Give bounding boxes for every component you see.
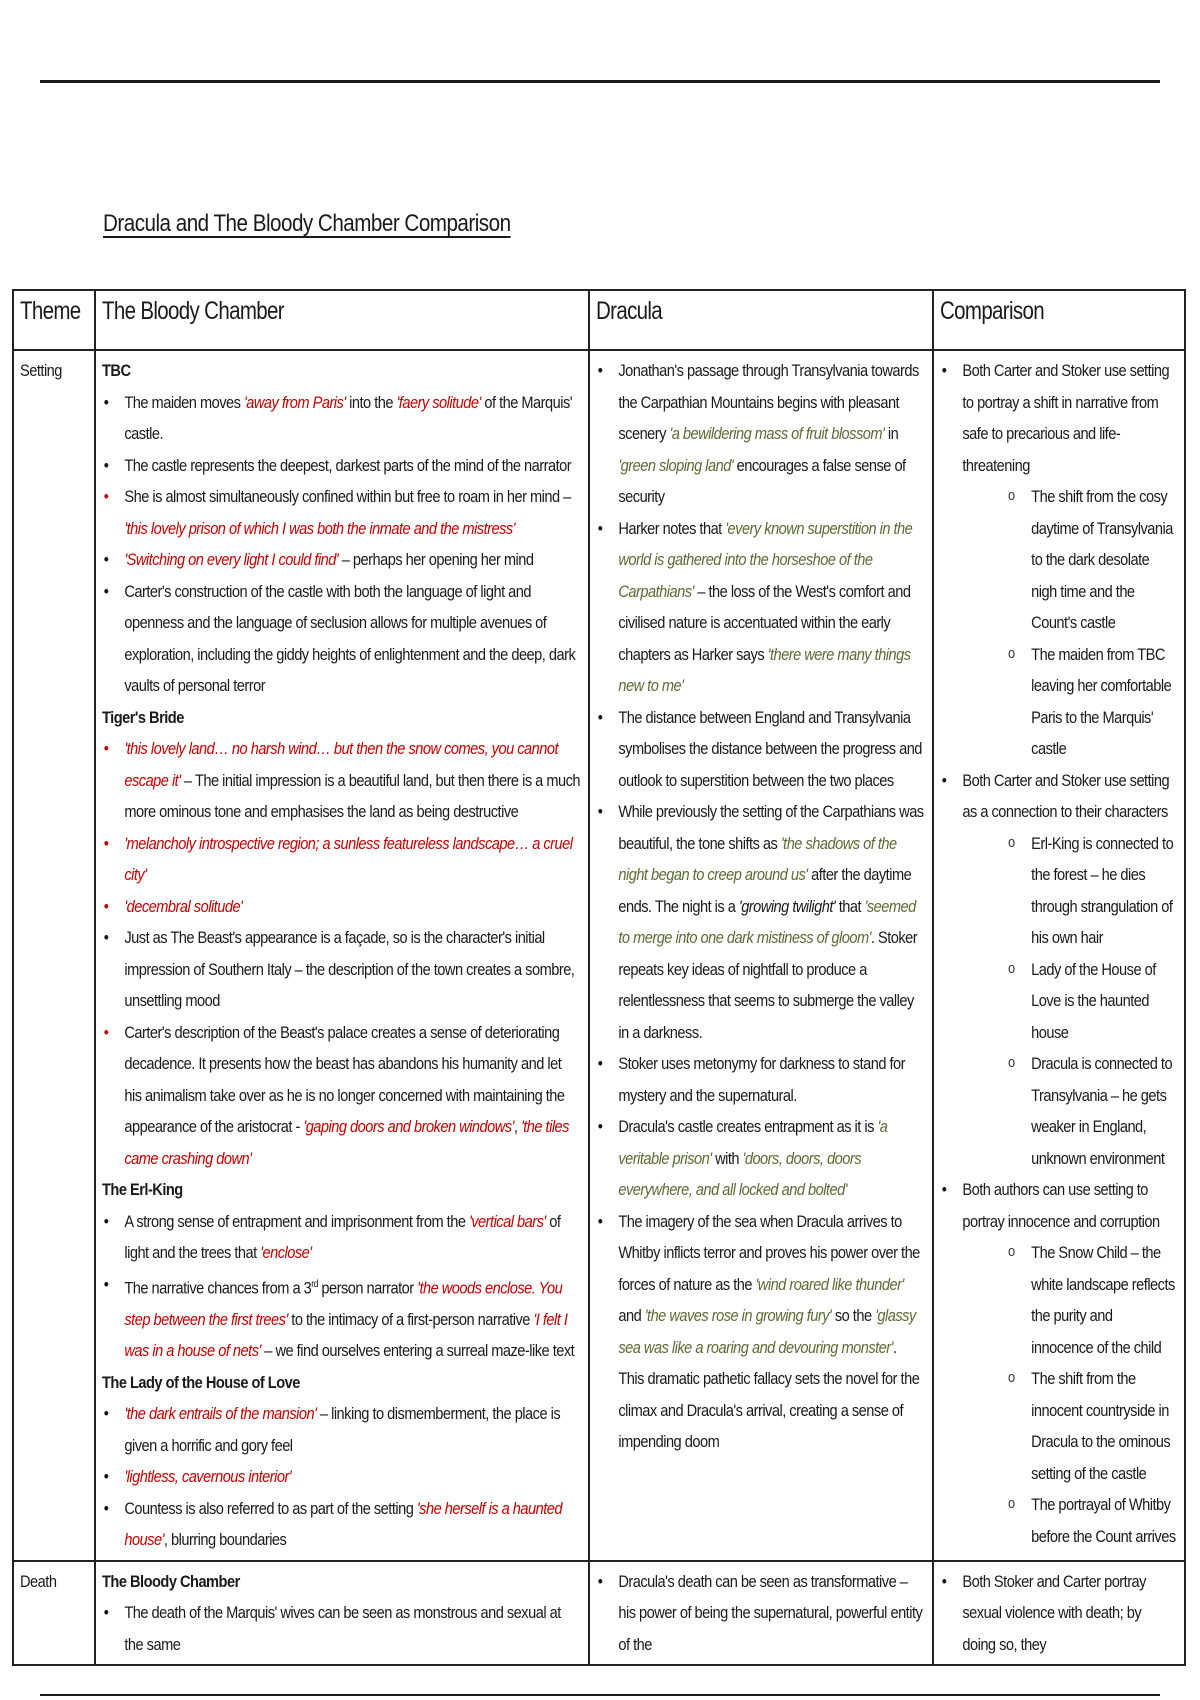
list-item: • Jonathan's passage through Transylvania towards the Carpathian Mountains begins with pleasant scenery 'a bewildering mass of fruit blossom' in 'green sloping land' encourages a false sense of security [596,355,925,513]
list-item: • A strong sense of entrapment and imprisonment from the 'vertical bars' of light and the trees that 'enclose' [102,1206,581,1269]
document-title: Dracula and The Bloody Chamber Comparison [103,210,511,237]
comparison-table [12,289,1186,1666]
list-item: • Both Carter and Stoker use setting as a connection to their characters o Erl-King is connected to the forest – he dies through strangulation of his own hair o Lady of the House of Love is the haunted house o Dracula is connected to Transylvania – he gets weaker in England, unknown environment [940,765,1177,1175]
list-item: • Stoker uses metonymy for darkness to stand for mystery and the supernatural. [596,1048,925,1111]
list-item: • 'decembral solitude' [102,891,581,923]
list-item: • 'the dark entrails of the mansion' – linking to dismemberment, the place is given a horrific and gory feel [102,1398,581,1461]
death-row [13,1561,1185,1666]
subheading-erl-king: The Erl-King [102,1180,183,1199]
list-item: • The death of the Marquis' wives can be seen as monstrous and sexual at the same [102,1597,581,1660]
list-item: • Harker notes that 'every known superstition in the world is gathered into the horseshoe of the Carpathians' – the loss of the West's comfort and civilised nature is accentuated within the early chapters as Harker says 'there were many things new to me' [596,513,925,702]
list-item: • The imagery of the sea when Dracula arrives to Whitby inflicts terror and proves his power over the forces of nature as the 'wind roared like thunder' and 'the waves rose in growing fury' so the 'glassy sea was like a roaring and devouring monster'. This dramatic pathetic fallacy sets the novel for the climax and Dracula's arrival, creating a sense of impending doom [596,1206,925,1458]
list-item: • The narrative chances from a 3rd person narrator 'the woods enclose. You step between the first trees' to the intimacy of a first-person narrative 'I felt I was in a house of nets' – we find ourselves entering a surreal maze-like text [102,1269,581,1367]
list-item: • The distance between England and Transylvania symbolises the distance between the progress and outlook to superstition between the two places [596,702,925,797]
list-item: • Both authors can use setting to portray innocence and corruption o The Snow Child – the white landscape reflects the purity and innocence of the child o The shift from the innocent countryside in Dracula to the ominous setting of the castle o The portrayal of Whitby before the Count arrives [940,1174,1177,1552]
sub-list-item: o The shift from the cosy daytime of Transylvania to the dark desolate nigh time and the Count's castle [988,481,1177,639]
list-item: • While previously the setting of the Carpathians was beautiful, the tone shifts as 'the shadows of the night began to creep around us' after the daytime ends. The night is a 'growing twilight' that 'seemed to merge into one dark mistiness of gloom'. Stoker repeats key ideas of nightfall to produce a relentlessness that seems to submerge the valley in a darkness. [596,796,925,1048]
header-theme: Theme [13,290,95,350]
list-item: • Both Carter and Stoker use setting to portray a shift in narrative from safe to precarious and life-threatening o The shift from the cosy daytime of Transylvania to the dark desolate nigh time and the Count's castle o The maiden from TBC leaving her comfortable Paris to the Marquis' castle [940,355,1177,765]
list-item: • The castle represents the deepest, darkest parts of the mind of the narrator [102,450,581,482]
subheading-lady-house-of-love: The Lady of the House of Love [102,1372,300,1392]
sub-list-item: o Lady of the House of Love is the haunted house [988,954,1177,1049]
list-item: • She is almost simultaneously confined within but free to roam in her mind – 'this lovely prison of which I was both the inmate and the mistress' [102,481,581,544]
list-item: • 'lightless, cavernous interior' [102,1461,581,1493]
list-item: • 'Switching on every light I could find' – perhaps her opening her mind [102,544,581,576]
bottom-rule [40,1694,1160,1696]
list-item: • The maiden moves 'away from Paris' into the 'faery solitude' of the Marquis' castle. [102,387,581,450]
subheading-tbc: TBC [102,361,131,380]
setting-comparison-cell [933,350,1185,1561]
top-rule [40,80,1160,83]
sub-list-item: o Erl-King is connected to the forest – he dies through strangulation of his own hair [988,828,1177,954]
list-item: • Carter's construction of the castle with both the language of light and openness and the language of seclusion allows for multiple avenues of exploration, including the giddy heights of enlightenment and the deep, dark vaults of personal terror [102,576,581,702]
list-item: • Dracula's death can be seen as transformative – his power of being the supernatural, powerful entity of the [596,1566,925,1661]
setting-dracula-cell [589,350,933,1561]
header-bloody-chamber: The Bloody Chamber [95,290,589,350]
setting-bloody-chamber-cell [95,350,589,1561]
subheading-bloody-chamber: The Bloody Chamber [102,1571,240,1591]
sub-list-item: o The portrayal of Whitby before the Count arrives [988,1489,1177,1552]
header-comparison: Comparison [933,290,1185,350]
list-item: • 'melancholy introspective region; a sunless featureless landscape… a cruel city' [102,828,581,891]
sub-list-item: o Dracula is connected to Transylvania – he gets weaker in England, unknown environment [988,1048,1177,1174]
list-item: • Dracula's castle creates entrapment as it is 'a veritable prison' with 'doors, doors, doors everywhere, and all locked and bolted' [596,1111,925,1206]
death-dracula-cell [589,1561,933,1666]
theme-setting: Setting [13,350,95,1561]
sub-list-item: o The shift from the innocent countryside in Dracula to the ominous setting of the castle [988,1363,1177,1489]
list-item: • Both Stoker and Carter portray sexual violence with death; by doing so, they [940,1566,1177,1661]
sub-list-item: o The Snow Child – the white landscape reflects the purity and innocence of the child [988,1237,1177,1363]
death-bloody-chamber-cell [95,1561,589,1666]
list-item: • Carter's description of the Beast's palace creates a sense of deteriorating decadence. It presents how the beast has abandons his humanity and let his animalism take over as he is no longer concerned with maintaining the appearance of the aristocrat - 'gaping doors and broken windows', 'the tiles came crashing down' [102,1017,581,1175]
death-comparison-cell [933,1561,1185,1666]
header-dracula: Dracula [589,290,933,350]
subheading-tigers-bride: Tiger's Bride [102,707,184,727]
list-item: • Countess is also referred to as part of the setting 'she herself is a haunted house', blurring boundaries [102,1493,581,1556]
theme-death: Death [13,1561,95,1666]
list-item: • Just as The Beast's appearance is a façade, so is the character's initial impression of Southern Italy – the description of the town creates a sombre, unsettling mood [102,922,581,1017]
header-row [13,290,1185,350]
sub-list-item: o The maiden from TBC leaving her comfortable Paris to the Marquis' castle [988,639,1177,765]
setting-row [13,350,1185,1561]
list-item: • 'this lovely land… no harsh wind… but then the snow comes, you cannot escape it' – The initial impression is a beautiful land, but then there is a much more ominous tone and emphasises the land as being destructive [102,733,581,828]
